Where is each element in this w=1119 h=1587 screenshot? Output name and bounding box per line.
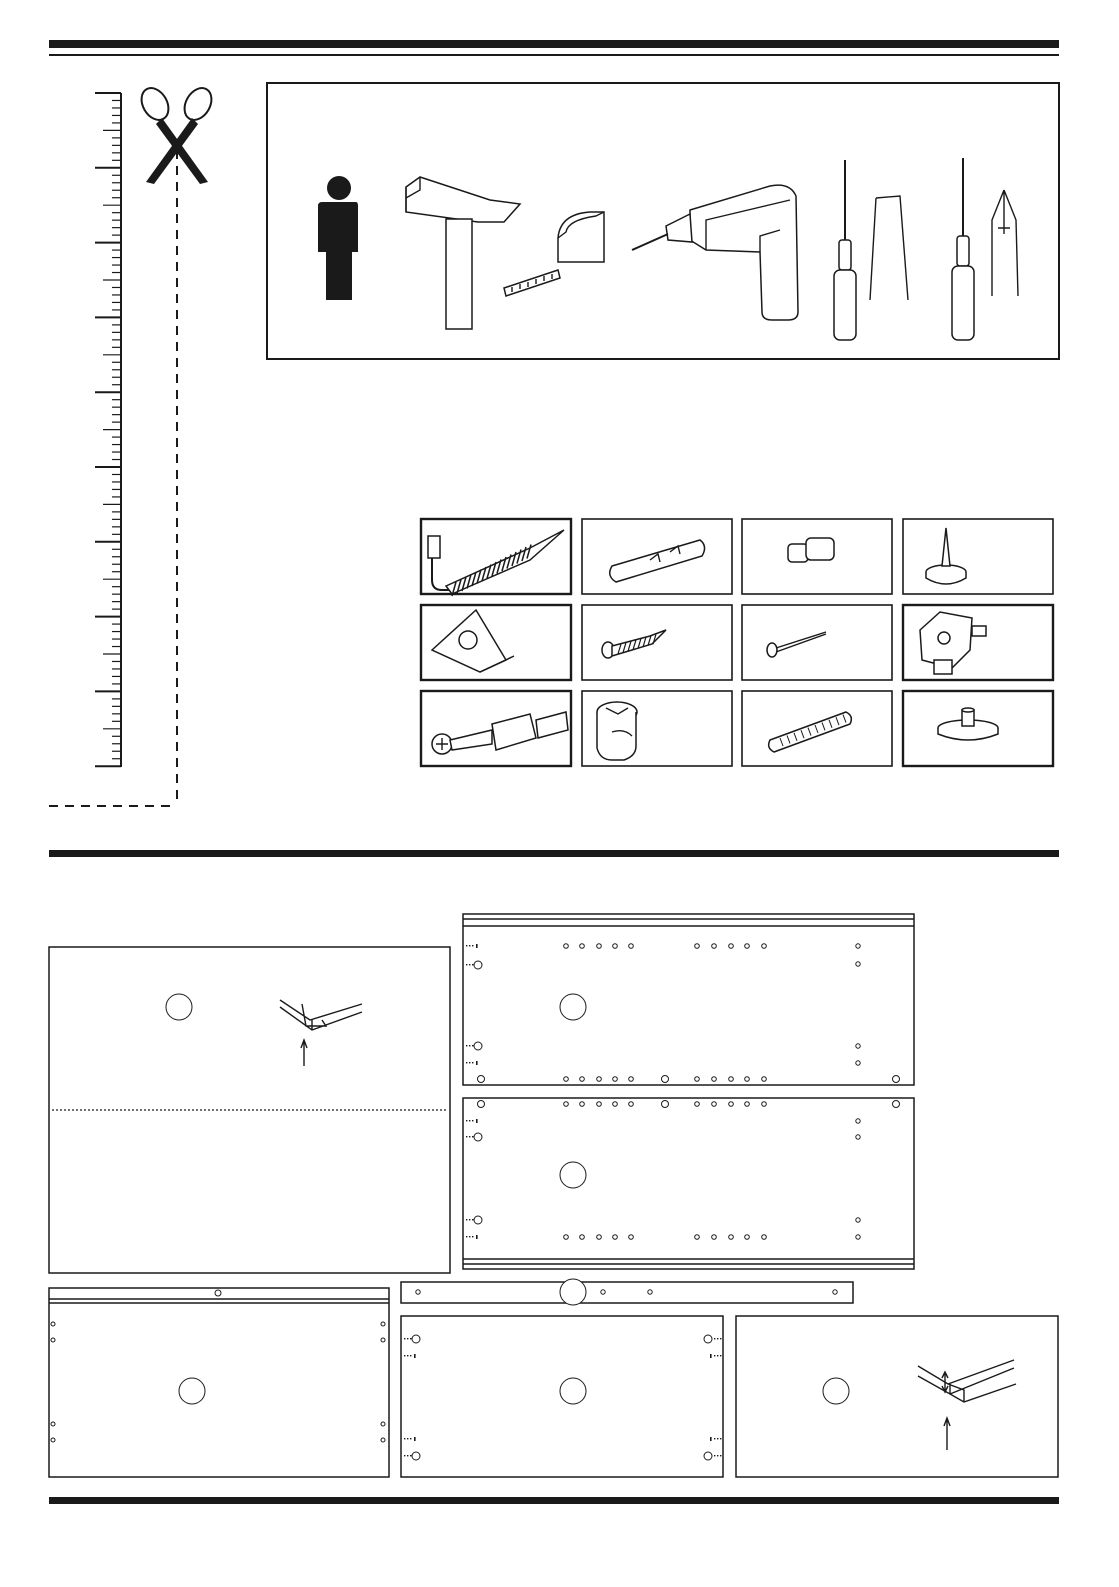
panel-back — [736, 1316, 1058, 1477]
panel-divider — [401, 1316, 723, 1477]
panel-bottom — [463, 1098, 914, 1269]
panel-top — [463, 914, 914, 1085]
panel-rail — [401, 1279, 853, 1305]
panel-side-large — [49, 947, 450, 1273]
panel-shelf — [49, 1288, 389, 1477]
